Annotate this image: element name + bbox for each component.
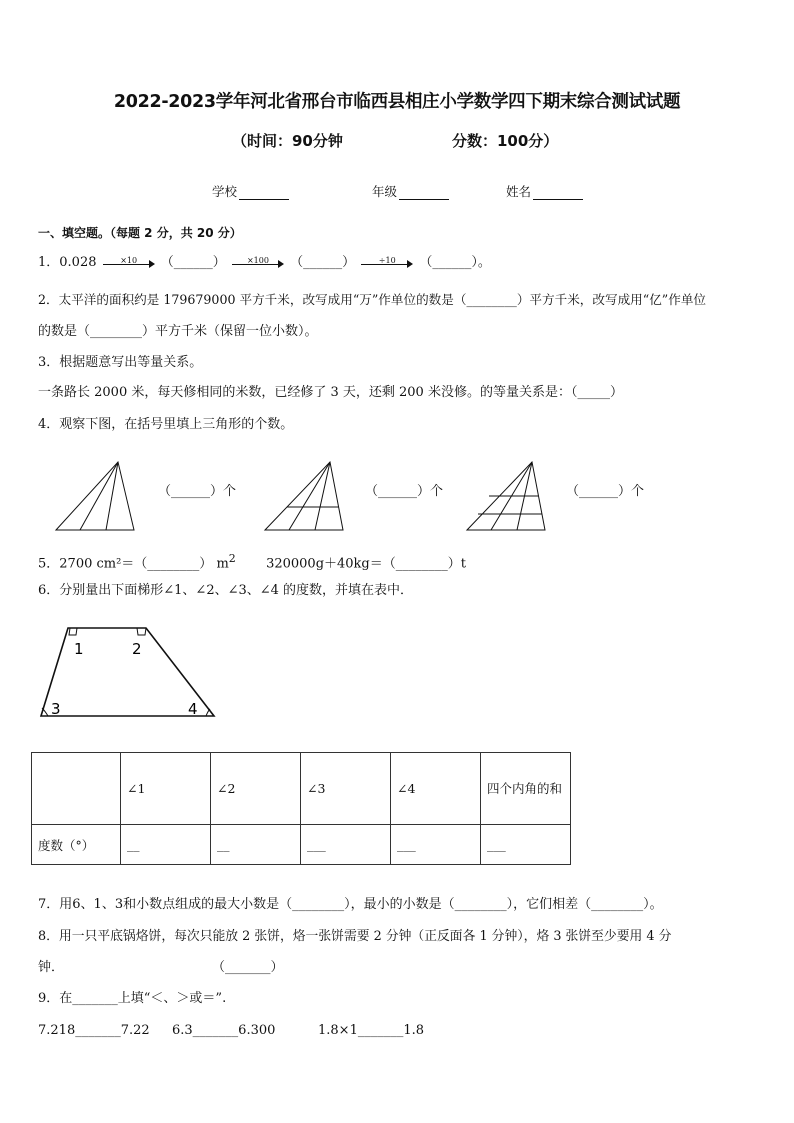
angle-label-2: 2 bbox=[132, 640, 142, 658]
table-row-label: 度数（°） bbox=[32, 825, 121, 865]
grade-label: 年级 bbox=[372, 184, 398, 199]
table-header-empty bbox=[32, 753, 121, 825]
q1-op3: ÷10 bbox=[378, 255, 396, 265]
table-cell: __ bbox=[121, 825, 211, 865]
angle-label-3: 3 bbox=[51, 700, 61, 718]
q1-start: 1．0.028 bbox=[38, 255, 97, 270]
question-2-line1: 2．太平洋的面积约是 179679000 平方千米，改写成用“万”作单位的数是（________）平方千米，改写成用“亿”作单位 bbox=[38, 292, 707, 307]
question-8-line2a: 钟． bbox=[38, 960, 65, 975]
q9-item-2: 6.3_______6.300 bbox=[172, 1023, 276, 1038]
question-8-line2b: （_______） bbox=[212, 960, 284, 975]
arrow-icon bbox=[361, 255, 413, 268]
angle-label-1: 1 bbox=[74, 640, 84, 658]
table-header: ∠1 bbox=[121, 753, 211, 825]
triangle-figure-2 bbox=[263, 460, 347, 532]
question-9: 9．在_______上填“＜、＞或＝”. bbox=[38, 991, 227, 1006]
page-title: 2022-2023学年河北省邢台市临西县相庄小学数学四下期末综合测试试题 bbox=[113, 92, 681, 112]
table-header: ∠3 bbox=[301, 753, 391, 825]
q5-part2: 320000g＋40kg＝（________）t bbox=[266, 556, 466, 572]
q1-blank2: （______） bbox=[290, 255, 356, 270]
table-cell: ___ bbox=[301, 825, 391, 865]
school-blank bbox=[239, 186, 289, 200]
table-header: ∠4 bbox=[391, 753, 481, 825]
school-field bbox=[212, 182, 289, 200]
question-1 bbox=[38, 254, 491, 272]
name-label: 姓名 bbox=[506, 184, 532, 199]
section-heading: 一、填空题。（每题 2 分，共 20 分） bbox=[38, 226, 242, 240]
q1-blank3: （______）。 bbox=[419, 255, 491, 270]
q4-answer-3: （______）个 bbox=[566, 484, 645, 499]
q1-blank1: （______） bbox=[160, 255, 226, 270]
angle-label-4: 4 bbox=[188, 700, 198, 718]
q5-sup: 2 bbox=[228, 552, 236, 565]
q1-op1: ×10 bbox=[120, 255, 138, 265]
name-blank bbox=[533, 186, 583, 200]
question-5 bbox=[38, 550, 466, 573]
q1-op2: ×100 bbox=[246, 255, 269, 265]
table-cell: ___ bbox=[481, 825, 571, 865]
question-4: 4．观察下图，在括号里填上三角形的个数。 bbox=[38, 417, 294, 432]
table-header: ∠2 bbox=[211, 753, 301, 825]
trapezoid-figure bbox=[36, 624, 222, 720]
exam-score: 分数：100分） bbox=[452, 132, 559, 150]
q4-answer-1: （______）个 bbox=[158, 484, 237, 499]
table-cell: __ bbox=[211, 825, 301, 865]
school-label: 学校 bbox=[212, 184, 238, 199]
triangle-figure-3 bbox=[465, 460, 549, 532]
question-3-line1: 3．根据题意写出等量关系。 bbox=[38, 355, 203, 370]
question-7: 7．用6、1、3和小数点组成的最大小数是（________），最小的小数是（________），它们相差（________）。 bbox=[38, 897, 663, 912]
arrow-icon bbox=[232, 255, 284, 268]
angle-table bbox=[31, 752, 571, 865]
q5-part1: 5．2700 cm²＝（________） m bbox=[38, 556, 229, 572]
name-field bbox=[506, 182, 583, 200]
question-6: 6．分别量出下面梯形∠1、∠2、∠3、∠4 的度数，并填在表中． bbox=[38, 583, 414, 598]
table-header: 四个内角的和 bbox=[481, 753, 571, 825]
q9-item-1: 7.218_______7.22 bbox=[38, 1023, 150, 1038]
q9-item-3: 1.8×1_______1.8 bbox=[318, 1023, 425, 1038]
question-8-line1: 8．用一只平底锅烙饼，每次只能放 2 张饼，烙一张饼需要 2 分钟（正反面各 1 分钟），烙 3 张饼至少要用 4 分 bbox=[38, 929, 672, 944]
question-3-line2: 一条路长 2000 米，每天修相同的米数，已经修了 3 天，还剩 200 米没修。的等量关系是：（_____） bbox=[38, 385, 623, 400]
grade-blank bbox=[399, 186, 449, 200]
triangle-figure-1 bbox=[54, 460, 138, 532]
grade-field bbox=[372, 182, 449, 200]
table-cell: ___ bbox=[391, 825, 481, 865]
exam-time: （时间：90分钟 bbox=[232, 132, 343, 150]
question-2-line2: 的数是（________）平方千米（保留一位小数）。 bbox=[38, 324, 318, 339]
arrow-icon bbox=[103, 255, 155, 268]
q4-answer-2: （______）个 bbox=[365, 484, 444, 499]
